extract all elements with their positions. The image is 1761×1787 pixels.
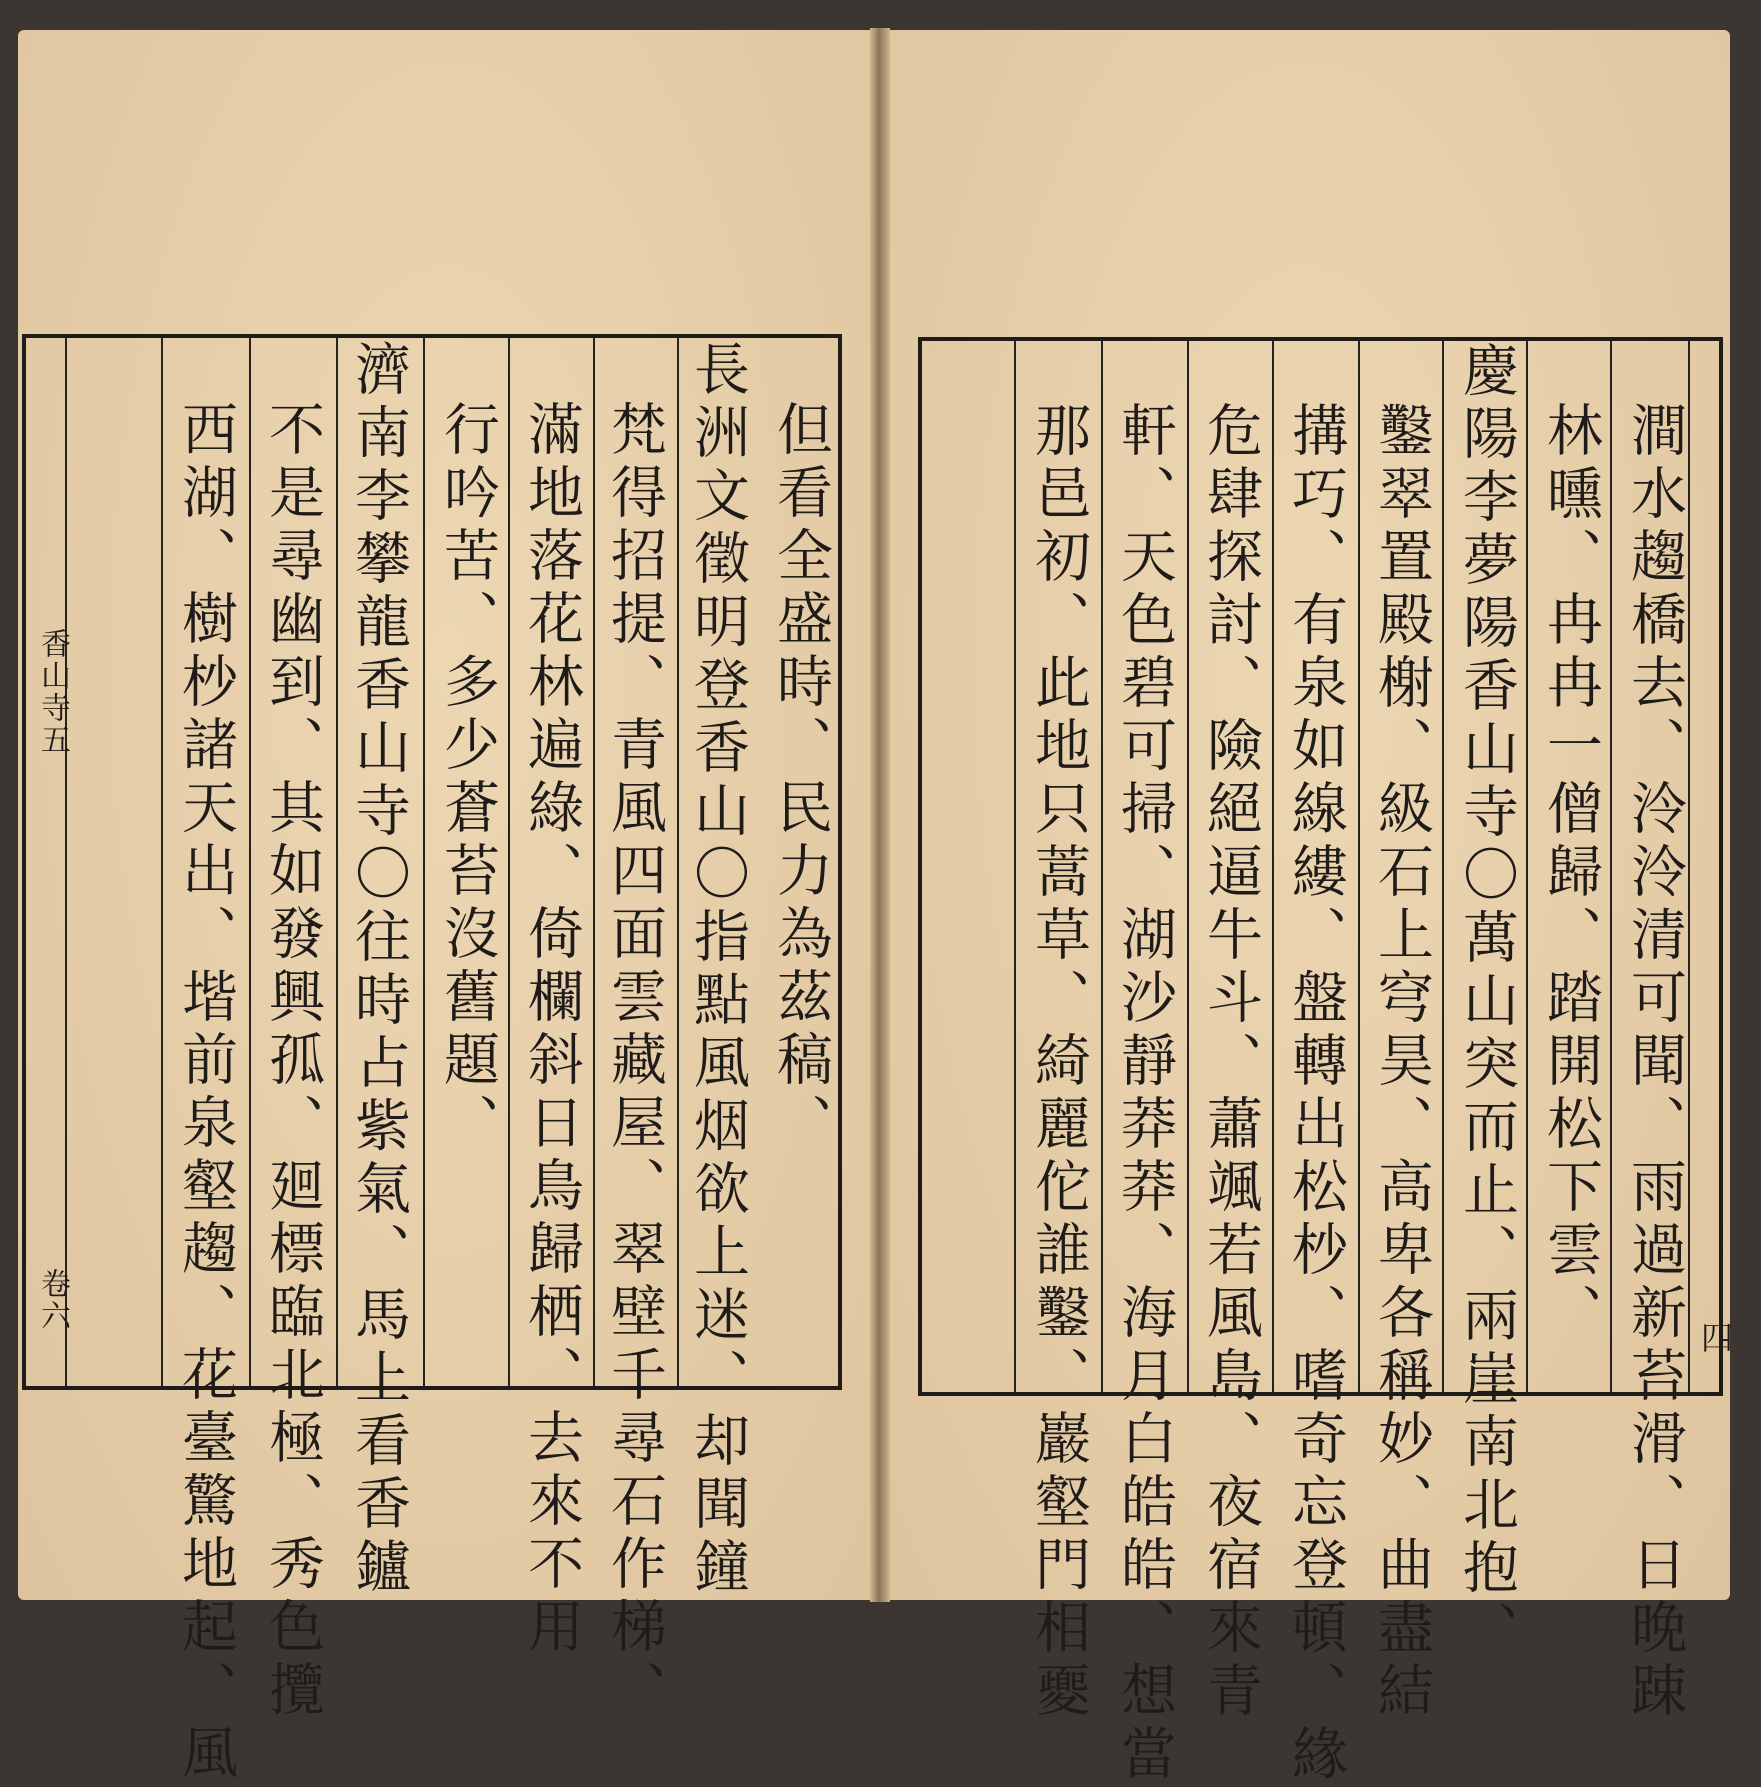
column-text: 軒、天色碧可掃、湖沙靜莽莽、海月白皓皓、想當 [1112, 401, 1177, 1787]
column-text: 長洲文徵明登香山〇指點風烟欲上迷、却聞鐘 [685, 340, 750, 1600]
column-text: 梵得招提、青風四面雲藏屋、翠壁千尋石作梯、 [602, 400, 667, 1723]
column-text: 慶陽李夢陽香山寺〇萬山突而止、兩崖南北抱、 [1454, 341, 1519, 1664]
text-column [1102, 401, 1186, 1787]
text-column [675, 340, 759, 1600]
volume-label: 卷六 [35, 1268, 70, 1332]
column-text: 鑿翠置殿榭、級石上穹昊、高卑各稱妙、曲盡結 [1369, 401, 1434, 1724]
column-text: 那邑初、此地只蒿草、綺麗佗誰鑿、巖壑門相夒 [1026, 401, 1091, 1724]
text-column [1612, 401, 1696, 1724]
text-column [509, 400, 593, 1660]
column-text: 但看全盛時、民力為茲稿、 [768, 400, 833, 1156]
text-column [1359, 401, 1443, 1724]
text-column [592, 400, 676, 1723]
column-text: 危肆探討、險絕逼牛斗、蕭颯若風島、夜宿來青 [1198, 401, 1263, 1724]
book-title-label: 香山寺五 [35, 628, 70, 756]
text-column [250, 400, 334, 1723]
page-number: 四 [1696, 1321, 1734, 1355]
column-text: 滿地落花林遍綠、倚欄斜日鳥歸栖、去來不用 [519, 400, 584, 1660]
column-text: 不是尋幽到、其如發興孤、廻標臨北極、秀色攬 [260, 400, 325, 1723]
text-column [425, 400, 509, 1156]
column-text: 澗水趨橋去、泠泠清可聞、雨過新苔滑、日晚踈 [1622, 401, 1687, 1724]
right-text-frame [918, 337, 1734, 1787]
column-text: 行吟苦、多少蒼苔沒舊題、 [435, 400, 500, 1156]
text-column [336, 340, 420, 1600]
text-column [1444, 341, 1528, 1664]
text-column [163, 400, 247, 1786]
column-text: 搆巧、有泉如線縷、盤轉出松杪、嗜奇忘登頓、緣 [1283, 401, 1348, 1787]
book-gutter [870, 28, 890, 1602]
text-column [1016, 401, 1100, 1724]
text-column [758, 400, 842, 1156]
text-column [1188, 401, 1272, 1724]
left-text-frame [22, 334, 842, 1786]
column-text: 西湖、樹杪諸天出、堦前泉壑趨、花臺驚地起、風 [173, 400, 238, 1786]
text-column [1528, 401, 1612, 1346]
column-text: 濟南李攀龍香山寺〇往時占紫氣、馬上看香鑪 [346, 340, 411, 1600]
text-column [1273, 401, 1357, 1787]
column-text: 林曛、冉冉一僧歸、踏開松下雲、 [1538, 401, 1603, 1346]
